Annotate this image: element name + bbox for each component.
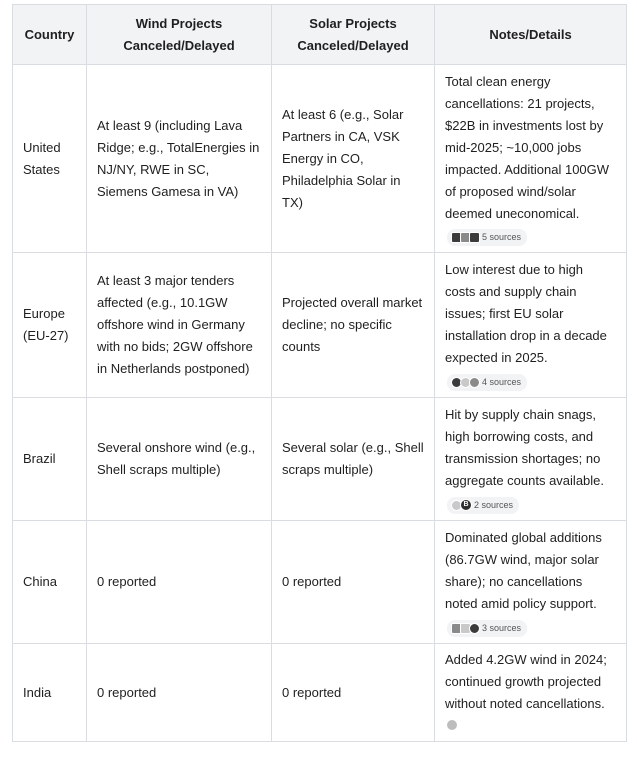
notes-cell <box>435 398 627 521</box>
country-cell: United States <box>13 65 87 253</box>
notes-text: Low interest due to high costs and supply chain issues; first EU solar installation drop in a decade expected in 2025. <box>445 262 607 365</box>
wind-cell: 0 reported <box>87 521 272 644</box>
notes-text: Hit by supply chain snags, high borrowing costs, and transmission shortages; no aggregate counts available. <box>445 407 605 488</box>
header-solar: Solar Projects Canceled/Delayed <box>272 5 435 65</box>
country-cell: Europe (EU-27) <box>13 253 87 398</box>
notes-cell <box>435 644 627 742</box>
comparison-table-container <box>12 4 626 742</box>
sources-count: 3 sources <box>482 622 522 633</box>
country-cell: Brazil <box>13 398 87 521</box>
sources-chip[interactable] <box>447 374 527 391</box>
favicon-icon <box>469 232 480 243</box>
country-cell: India <box>13 644 87 742</box>
header-country: Country <box>13 5 87 65</box>
wind-cell: Several onshore wind (e.g., Shell scraps multiple) <box>87 398 272 521</box>
comparison-table <box>12 4 627 742</box>
table-row <box>13 644 627 742</box>
favicon-icon[interactable] <box>447 720 457 730</box>
favicon-icon <box>469 377 480 388</box>
sources-count: 4 sources <box>482 376 522 387</box>
sources-count: 5 sources <box>482 232 522 243</box>
source-favicons <box>451 499 470 511</box>
favicon-icon: B <box>460 499 472 511</box>
source-favicons <box>451 377 478 388</box>
table-header-row <box>13 5 627 65</box>
header-wind: Wind Projects Canceled/Delayed <box>87 5 272 65</box>
source-favicons <box>451 232 478 243</box>
solar-cell: 0 reported <box>272 644 435 742</box>
notes-cell <box>435 65 627 253</box>
table-row <box>13 521 627 644</box>
solar-cell: At least 6 (e.g., Solar Partners in CA, VSK Energy in CO, Philadelphia Solar in TX) <box>272 65 435 253</box>
wind-cell: 0 reported <box>87 644 272 742</box>
sources-chip[interactable] <box>447 620 527 637</box>
favicon-icon <box>469 623 480 634</box>
sources-chip[interactable] <box>447 497 519 514</box>
notes-cell <box>435 521 627 644</box>
solar-cell: Projected overall market decline; no specific counts <box>272 253 435 398</box>
notes-text: Total clean energy cancellations: 21 projects, $22B in investments lost by mid-2025; ~10,000 jobs impacted. Additional 100GW of proposed wind/solar deemed uneconomical. <box>445 73 610 221</box>
sources-count: 2 sources <box>474 499 514 510</box>
solar-cell: Several solar (e.g., Shell scraps multiple) <box>272 398 435 521</box>
source-favicons <box>451 623 478 634</box>
table-row <box>13 65 627 253</box>
notes-cell <box>435 253 627 398</box>
wind-cell: At least 9 (including Lava Ridge; e.g., TotalEnergies in NJ/NY, RWE in SC, Siemens Gamesa in VA) <box>87 65 272 253</box>
notes-text: Added 4.2GW wind in 2024; continued growth projected without noted cancellations. <box>445 651 607 711</box>
solar-cell: 0 reported <box>272 521 435 644</box>
table-row <box>13 398 627 521</box>
sources-chip[interactable] <box>447 229 527 246</box>
notes-text: Dominated global additions (86.7GW wind, major solar share); no cancellations noted amid policy support. <box>445 530 602 611</box>
header-notes: Notes/Details <box>435 5 627 65</box>
table-row <box>13 253 627 398</box>
wind-cell: At least 3 major tenders affected (e.g., 10.1GW offshore wind in Germany with no bids; 2GW offshore in Netherlands postponed) <box>87 253 272 398</box>
country-cell: China <box>13 521 87 644</box>
